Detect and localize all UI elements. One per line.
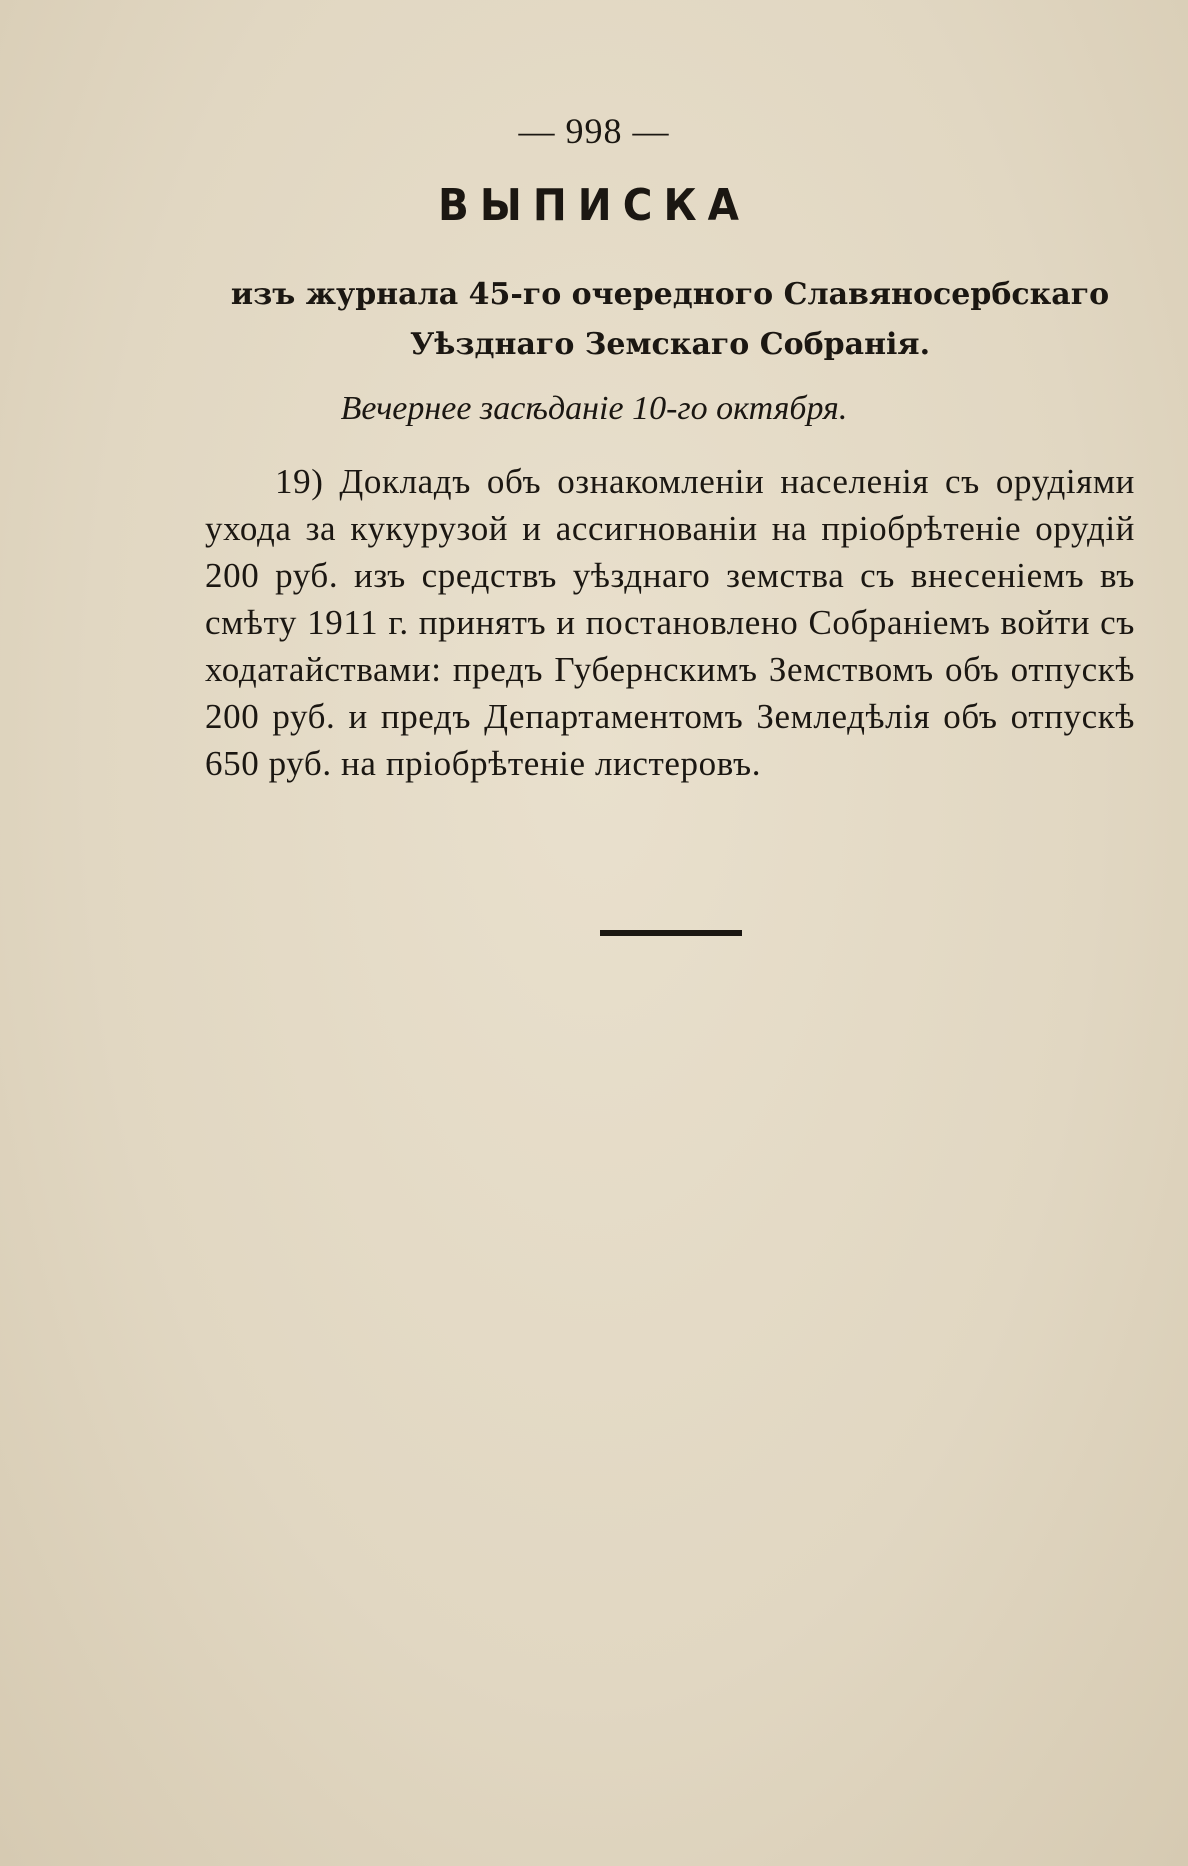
resolution-paragraph: 19) Докладъ объ ознакомленіи населенія съ орудіями ухода за кукурузой и ассигнованіи на пріобрѣтеніе орудій 200 руб. изъ средствъ уѣзднаго земства съ внесеніемъ въ смѣту 1911 г. принятъ и постановлено Собраніемъ войти съ ходатайствами: предъ Губернскимъ Земствомъ объ отпускѣ 200 руб. и предъ Департаментомъ Земледѣлія объ отпускѣ 650 руб. на пріобрѣтеніе листеровъ. [205, 462, 1135, 783]
document-subtitle: изъ журнала 45-го очередного Славяносербскаго Уѣзднаго Земскаго Собранія. [230, 277, 1110, 362]
page-number: — 998 — [518, 111, 670, 151]
document-title: ВЫПИСКА [438, 180, 750, 231]
closing-rule [600, 930, 742, 936]
session-heading: Вечернее засѣданіе 10-го октября. [340, 390, 848, 427]
